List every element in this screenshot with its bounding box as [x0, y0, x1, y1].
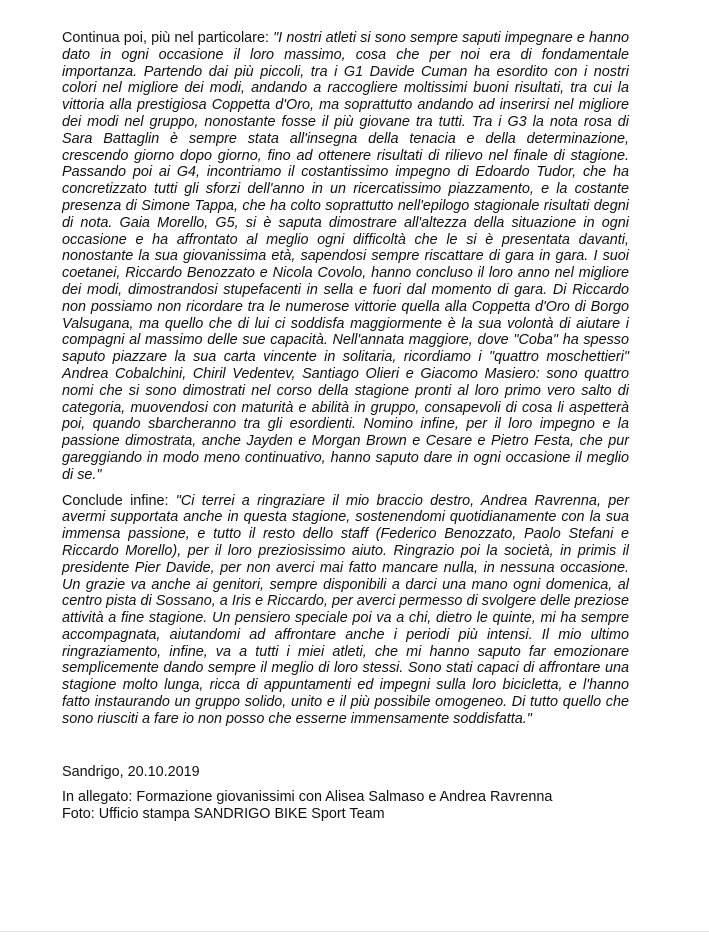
paragraph-continua — [62, 30, 629, 484]
document-body — [62, 30, 629, 823]
photo-credit: Foto: Ufficio stampa SANDRIGO BIKE Sport Team — [62, 806, 385, 823]
page-bottom-divider — [0, 931, 709, 932]
quote-text: "I nostri atleti si sono sempre saputi impegnare e hanno dato in ogni occasione il loro massimo, cosa che per noi era di fondamentale importanza. Partendo dai più piccoli, tra i G1 Davide Cuman ha esordito con i nostri colori nel migliore dei modi, andando a raccogliere moltissimi buoni risultati, tra cui la vittoria alla prestigiosa Coppetta d'Oro, ma soprattutto andando ad inserirsi nel migliore dei modi nel gruppo, nonostante fosse il più giovane tra tutti. Tra i G3 la nota rosa di Sara Battaglin è sempre stata all'insegna della tenacia e della determinazione, crescendo giorno dopo giorno, fino ad ottenere risultati di rilievo nel finale di stagione. Passando poi ai G4, incontriamo il costantissimo impegno di Edoardo Tudor, che ha concretizzato tutti gli sforzi dell'anno in un ricercatissimo piazzamento, e la costante presenza di Simone Tappa, che ha colto soprattutto nell'epilogo stagionale risultati degni di nota. Gaia Morello, G5, si è saputa dimostrare all'altezza della situazione in ogni occasione e ha affrontato al meglio ogni difficoltà che le si è presentata davanti, nonostante la sua giovanissima età, sapendosi sempre riscattare di gara in gara. I suoi coetanei, Riccardo Benozzato e Nicola Covolo, hanno concluso il loro anno nel migliore dei modi, dimostrandosi stupefacenti in sella e fuori dal momento di gara. Di Riccardo non possiamo non ricordare tra le numerose vittorie quella alla Coppetta d'Oro di Borgo Valsugana, ma quello che di lui ci soddisfa maggiormente è la sua volontà di aiutare i compagni al massimo delle sue capacità. Nell'annata maggiore, dove "Coba" ha spesso saputo piazzare la sua carta vincente in solitaria, ricordiamo i "quattro moschettieri" Andrea Cobalchini, Chiril Vedentev, Santiago Olieri e Giacomo Masiero: sono quattro nomi che si sono dimostrati nel corso della stagione pronti al loro primo vero salto di categoria, muovendosi con maturità e abilità in gruppo, consapevoli di cosa li aspetterà poi, quando sbarcheranno tra gli esordienti. Nomino infine, per il loro impegno e la passione dimostrata, anche Jayden e Morgan Brown e Cesare e Pietro Festa, che pur gareggiando in modo meno continuativo, hanno saputo dare in ogni occasione il meglio di se." — [62, 30, 629, 483]
paragraph-conclude — [62, 493, 629, 728]
quote-text: "Ci terrei a ringraziare il mio braccio destro, Andrea Ravrenna, per avermi supportata anche in questa stagione, sostenendomi quotidianamente con la sua immensa passione, e tutto il resto dello staff (Federico Benozzato, Paolo Stefani e Riccardo Morello), per il loro preziosissimo aiuto. Ringrazio poi la società, in primis il presidente Pier Davide, per non averci mai fatto mancare nulla, in nessuna occasione. Un grazie va anche ai genitori, sempre disponibili a darci una mano ogni domenica, al centro pista di Sossano, a Iris e Riccardo, per averci permesso di svolgere delle preziose attività a fine stagione. Un pensiero speciale poi va a chi, dietro le quinte, mi ha sempre accompagnata, aiutandomi ad affrontare anche i periodi più intensi. Il mio ultimo ringraziamento, infine, va a tutti i miei atleti, che mi hanno saputo far emozionare semplicemente dando sempre il meglio di loro stessi. Sono stati capaci di affrontare una stagione molto lunga, ricca di appuntamenti ed impegni sulla loro bicicletta, e l'hanno fatto instaurando un gruppo solido, unito e il più possibile omogeneo. Di tutto quello che sono riusciti a fare io non posso che esserne immensamente soddisfatta." — [62, 492, 630, 727]
attachment-line: In allegato: Formazione giovanissimi con Alisea Salmaso e Andrea Ravrenna — [62, 789, 553, 806]
place-date: Sandrigo, 20.10.2019 — [62, 763, 200, 780]
paragraph-lead: Continua poi, più nel particolare: — [62, 30, 274, 46]
attachment-info — [62, 789, 629, 823]
paragraph-lead: Conclude infine: — [62, 492, 176, 509]
